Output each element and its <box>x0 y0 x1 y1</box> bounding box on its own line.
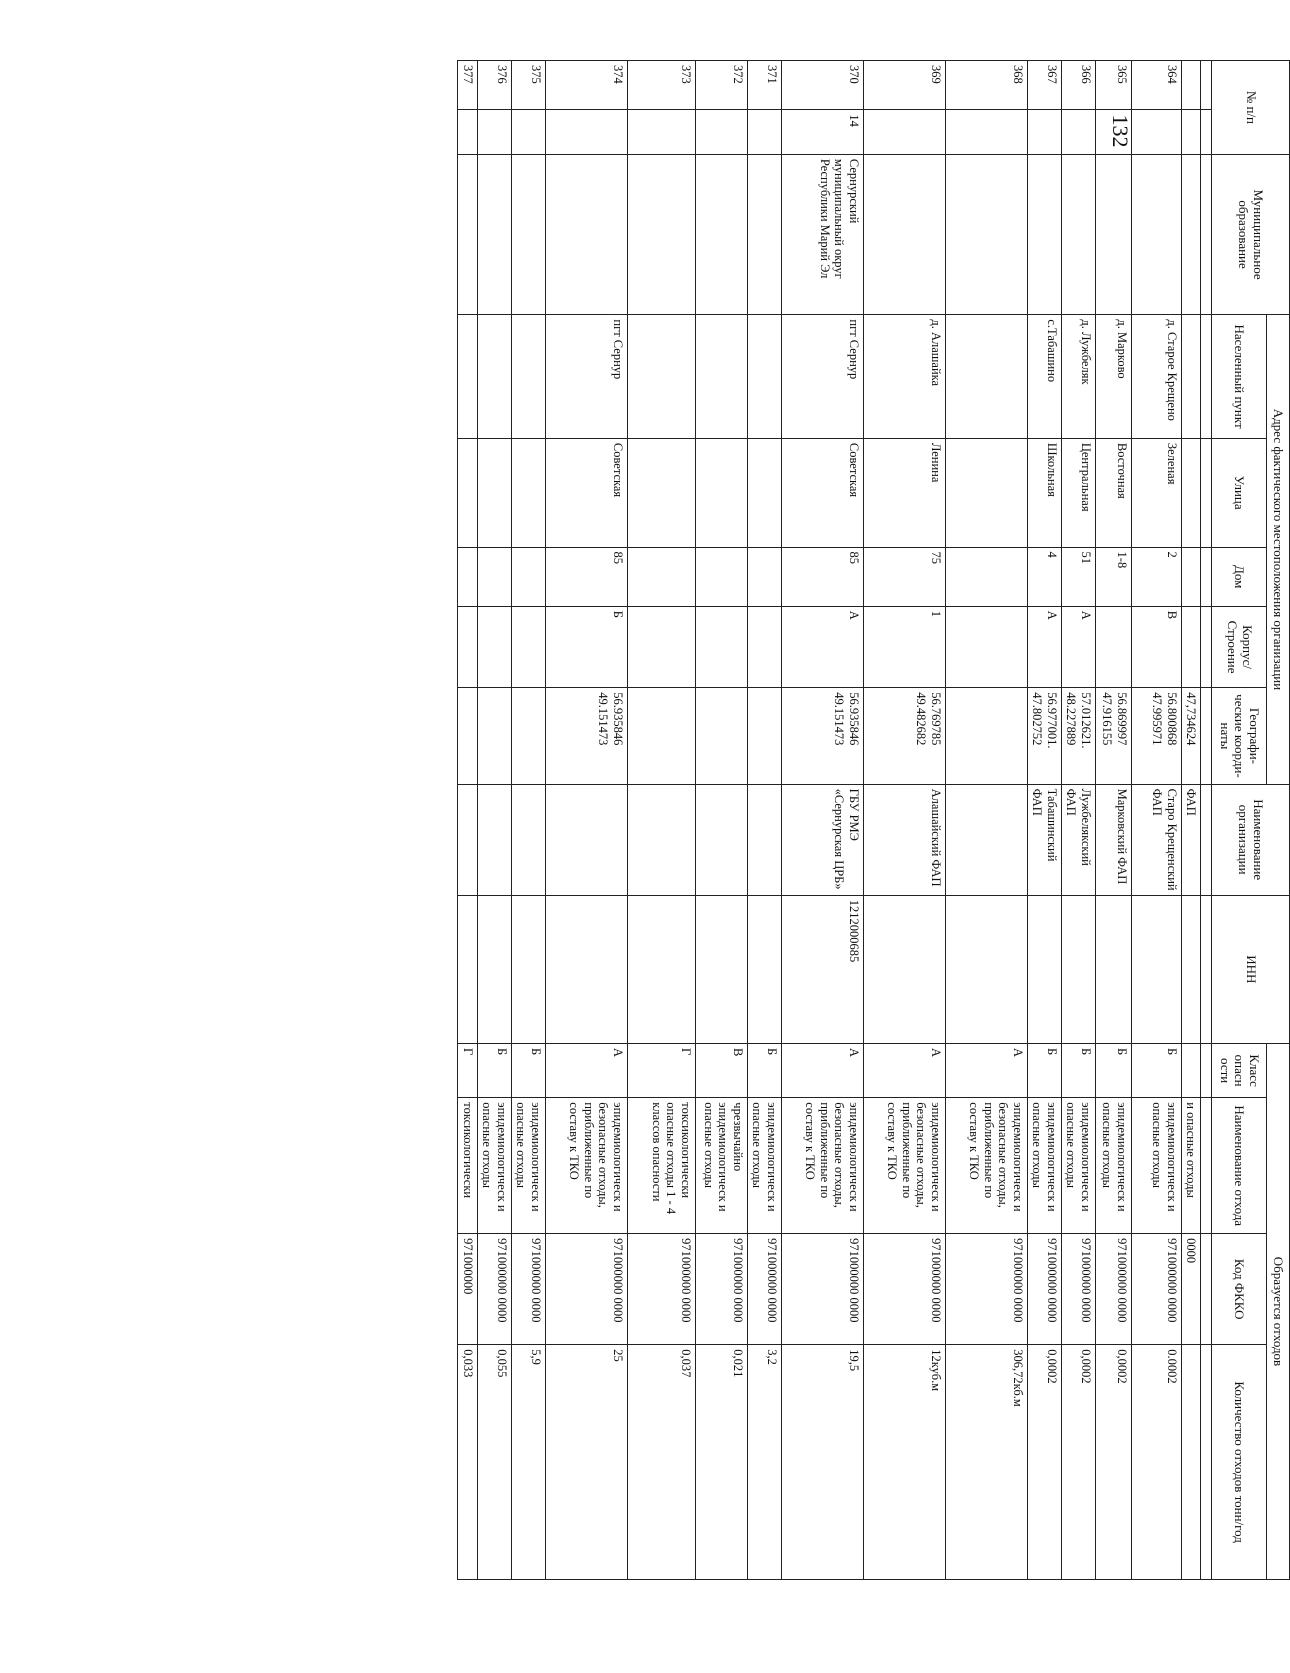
cell-hazard-class: Б <box>477 1043 511 1097</box>
header-spacer <box>1201 784 1212 895</box>
cell-num: 372 <box>695 61 747 110</box>
cell-hazard-class: Б <box>1131 1043 1181 1097</box>
cell-index <box>457 110 477 154</box>
cell-town: с.Табашино <box>1027 315 1061 438</box>
cell-hazard-class: А <box>945 1043 1027 1097</box>
header-spacer <box>1201 688 1212 784</box>
cell-fkko-code: 971000000 0000 <box>747 1234 781 1345</box>
table-row <box>747 61 781 1580</box>
cell-quantity: 0,0002 <box>1027 1345 1061 1580</box>
header-spacer <box>1201 1234 1212 1345</box>
header-address-group: Адрес фактического местоположения организации <box>1267 315 1290 784</box>
cell-num: 364 <box>1131 61 1181 110</box>
cell-organization: Лужбелякский ФАП <box>1061 784 1095 895</box>
cell-num: 373 <box>627 61 695 110</box>
cell-fkko-code: 971000000 <box>457 1234 477 1345</box>
cell-fkko-code: 971000000 0000 <box>545 1234 627 1345</box>
cell-inn <box>627 895 695 1043</box>
cell-organization <box>545 784 627 895</box>
cell-hazard-class: Г <box>627 1043 695 1097</box>
cell-num: 366 <box>1061 61 1095 110</box>
cell-geo: 56.800868 47.995971 <box>1131 688 1181 784</box>
table-row <box>545 61 627 1580</box>
cell-waste-name: чрезвычайно эпидемиологическ и опасные отходы <box>695 1098 747 1234</box>
cell-organization: ГБУ РМЭ «Сернурская ЦРБ» <box>781 784 863 895</box>
cell-house <box>695 547 747 606</box>
cell-waste-name: эпидемиологическ и безопасные отходы, приближенные по составу к ТКО <box>781 1098 863 1234</box>
cell-fkko-code: 971000000 0000 <box>781 1234 863 1345</box>
cell-municipality <box>457 154 477 315</box>
cell-street: Советская <box>781 438 863 547</box>
header-spacer <box>1201 1345 1212 1580</box>
cell-building <box>1181 606 1200 688</box>
header-quantity: Количество отходов тонн/год <box>1212 1345 1267 1580</box>
cell-fkko-code: 971000000 0000 <box>863 1234 945 1345</box>
cell-inn <box>477 895 511 1043</box>
cell-geo: 56.977001. 47.802752 <box>1027 688 1061 784</box>
table-row <box>1095 61 1131 1580</box>
cell-geo: 56.869997 47.916155 <box>1095 688 1131 784</box>
cell-geo: 57.012621. 48.227889 <box>1061 688 1095 784</box>
cell-house: 51 <box>1061 547 1095 606</box>
cell-quantity: 0.0002 <box>1131 1345 1181 1580</box>
header-spacer <box>1201 438 1212 547</box>
header-spacer <box>1201 1043 1212 1097</box>
cell-municipality <box>477 154 511 315</box>
cell-waste-name: эпидемиологическ и опасные отходы <box>1095 1098 1131 1234</box>
cell-municipality <box>1131 154 1181 315</box>
cell-municipality <box>627 154 695 315</box>
cell-street: Советская <box>545 438 627 547</box>
cell-building <box>747 606 781 688</box>
cell-town <box>477 315 511 438</box>
cell-inn <box>511 895 545 1043</box>
cell-index <box>747 110 781 154</box>
cell-num: 376 <box>477 61 511 110</box>
cell-fkko-code: 971000000 0000 <box>945 1234 1027 1345</box>
cell-num: 374 <box>545 61 627 110</box>
cell-house: 75 <box>863 547 945 606</box>
header-waste-group: Образуется отходов <box>1267 1043 1290 1579</box>
cell-waste-name: эпидемиологическ и опасные отходы <box>477 1098 511 1234</box>
cell-waste-name: эпидемиологическ и опасные отходы <box>1061 1098 1095 1234</box>
table-row <box>511 61 545 1580</box>
document-table-container <box>190 60 1290 1580</box>
header-spacer <box>1201 61 1212 110</box>
cell-house <box>457 547 477 606</box>
table-row <box>1027 61 1061 1580</box>
header-hazard-class: Класс опасн ости <box>1212 1043 1267 1097</box>
cell-building <box>477 606 511 688</box>
cell-house: 85 <box>781 547 863 606</box>
cell-house <box>945 547 1027 606</box>
cell-municipality <box>1061 154 1095 315</box>
cell-municipality <box>863 154 945 315</box>
cell-fkko-code: 971000000 0000 <box>1131 1234 1181 1345</box>
table-row <box>863 61 945 1580</box>
cell-municipality <box>1181 154 1200 315</box>
cell-waste-name: токсикологически опасные отходы 1 - 4 классов опасности <box>627 1098 695 1234</box>
cell-inn <box>545 895 627 1043</box>
cell-house <box>627 547 695 606</box>
cell-street <box>627 438 695 547</box>
cell-organization <box>747 784 781 895</box>
table-row <box>1181 61 1200 1580</box>
cell-quantity: 306,72кб.м <box>945 1345 1027 1580</box>
cell-geo: 56.769785 49.482682 <box>863 688 945 784</box>
header-organization: Наименование организации <box>1212 784 1290 895</box>
cell-municipality <box>1027 154 1061 315</box>
cell-town: пгт Сернур <box>545 315 627 438</box>
cell-quantity: 0,0002 <box>1095 1345 1131 1580</box>
cell-street: Центральная <box>1061 438 1095 547</box>
cell-organization <box>457 784 477 895</box>
cell-municipality <box>511 154 545 315</box>
cell-organization: ФАП <box>1181 784 1200 895</box>
cell-index <box>1095 110 1131 154</box>
cell-fkko-code: 971000000 0000 <box>1095 1234 1131 1345</box>
cell-inn <box>457 895 477 1043</box>
cell-town: д. Лужбеляк <box>1061 315 1095 438</box>
cell-num: 365 <box>1095 61 1131 110</box>
header-spacer <box>1201 1098 1212 1234</box>
cell-organization <box>627 784 695 895</box>
cell-inn <box>1095 895 1131 1043</box>
cell-town <box>627 315 695 438</box>
cell-inn <box>1027 895 1061 1043</box>
cell-municipality: Сернурский муниципальный округ Республики Марий Эл <box>781 154 863 315</box>
waste-registry-table <box>457 60 1290 1580</box>
cell-street: Восточная <box>1095 438 1131 547</box>
cell-building <box>1095 606 1131 688</box>
cell-organization <box>511 784 545 895</box>
table-row <box>1061 61 1095 1580</box>
cell-inn <box>945 895 1027 1043</box>
cell-municipality <box>545 154 627 315</box>
header-spacer <box>1201 895 1212 1043</box>
cell-num: 367 <box>1027 61 1061 110</box>
cell-num: 369 <box>863 61 945 110</box>
cell-house <box>747 547 781 606</box>
cell-town: д. Марково <box>1095 315 1131 438</box>
cell-hazard-class: Б <box>511 1043 545 1097</box>
cell-index <box>863 110 945 154</box>
cell-organization: Марковский ФАП <box>1095 784 1131 895</box>
cell-index <box>1061 110 1095 154</box>
header-spacer <box>1201 154 1212 315</box>
header-geo: Географи-ческие коорди-наты <box>1212 688 1267 784</box>
cell-house <box>511 547 545 606</box>
cell-inn <box>695 895 747 1043</box>
cell-fkko-code: 0000 <box>1181 1234 1200 1345</box>
cell-waste-name: и опасные отходы <box>1181 1098 1200 1234</box>
cell-street: Зеленая <box>1131 438 1181 547</box>
cell-organization: Старо Крещенский ФАП <box>1131 784 1181 895</box>
table-row <box>945 61 1027 1580</box>
header-fkko-code: Код ФККО <box>1212 1234 1267 1345</box>
cell-street <box>1181 438 1200 547</box>
cell-index <box>1131 110 1181 154</box>
header-spacer <box>1201 547 1212 606</box>
header-house: Дом <box>1212 547 1267 606</box>
cell-geo: 56.935846 49.151473 <box>545 688 627 784</box>
cell-municipality <box>695 154 747 315</box>
cell-house <box>477 547 511 606</box>
cell-town <box>747 315 781 438</box>
cell-town: д. Алашайка <box>863 315 945 438</box>
cell-fkko-code: 971000000 0000 <box>477 1234 511 1345</box>
cell-quantity: 19,5 <box>781 1345 863 1580</box>
table-body <box>457 61 1200 1580</box>
cell-house: 2 <box>1131 547 1181 606</box>
cell-quantity: 5,9 <box>511 1345 545 1580</box>
cell-town: д. Старое Крещено <box>1131 315 1181 438</box>
cell-town: пгт Сернур <box>781 315 863 438</box>
cell-organization <box>695 784 747 895</box>
cell-building: А <box>781 606 863 688</box>
cell-inn: 1212000685 <box>781 895 863 1043</box>
cell-inn <box>1131 895 1181 1043</box>
cell-building: В <box>1131 606 1181 688</box>
cell-quantity: 12куб.м <box>863 1345 945 1580</box>
cell-street <box>747 438 781 547</box>
table-row <box>781 61 863 1580</box>
cell-num <box>1181 61 1200 110</box>
cell-waste-name: эпидемиологическ и безопасные отходы, приближенные по составу к ТКО <box>545 1098 627 1234</box>
table-row <box>477 61 511 1580</box>
cell-street: Ленина <box>863 438 945 547</box>
cell-waste-name: токсикологически <box>457 1098 477 1234</box>
cell-building <box>457 606 477 688</box>
cell-geo <box>747 688 781 784</box>
cell-town <box>945 315 1027 438</box>
cell-geo <box>477 688 511 784</box>
cell-waste-name: эпидемиологическ и опасные отходы <box>1027 1098 1061 1234</box>
cell-building: А <box>1027 606 1061 688</box>
cell-geo <box>945 688 1027 784</box>
cell-building: 1 <box>863 606 945 688</box>
cell-street <box>695 438 747 547</box>
header-inn: ИНН <box>1212 895 1290 1043</box>
cell-town <box>1181 315 1200 438</box>
header-num: № п/п <box>1212 61 1290 155</box>
cell-waste-name: эпидемиологическ и безопасные отходы, приближенные по составу к ТКО <box>945 1098 1027 1234</box>
header-waste-name: Наименование отхода <box>1212 1098 1267 1234</box>
header-municipality: Муниципальное образование <box>1212 154 1290 315</box>
cell-geo: 56.935846 49.151473 <box>781 688 863 784</box>
cell-num: 368 <box>945 61 1027 110</box>
cell-municipality <box>1095 154 1131 315</box>
cell-inn <box>747 895 781 1043</box>
cell-index <box>1027 110 1061 154</box>
cell-hazard-class: Б <box>1027 1043 1061 1097</box>
cell-town <box>457 315 477 438</box>
cell-town <box>511 315 545 438</box>
cell-town <box>695 315 747 438</box>
cell-hazard-class: Г <box>457 1043 477 1097</box>
cell-num: 377 <box>457 61 477 110</box>
table-row <box>695 61 747 1580</box>
cell-fkko-code: 971000000 0000 <box>695 1234 747 1345</box>
header-spacer <box>1201 606 1212 688</box>
cell-waste-name: эпидемиологическ и опасные отходы <box>511 1098 545 1234</box>
cell-geo <box>457 688 477 784</box>
cell-municipality <box>747 154 781 315</box>
cell-organization <box>477 784 511 895</box>
cell-index: 14 <box>781 110 863 154</box>
cell-quantity <box>1181 1345 1200 1580</box>
cell-municipality <box>945 154 1027 315</box>
cell-building <box>945 606 1027 688</box>
cell-waste-name: эпидемиологическ и безопасные отходы, приближенные по составу к ТКО <box>863 1098 945 1234</box>
cell-fkko-code: 971000000 0000 <box>511 1234 545 1345</box>
cell-hazard-class: А <box>545 1043 627 1097</box>
cell-fkko-code: 971000000 0000 <box>627 1234 695 1345</box>
cell-index <box>1181 110 1200 154</box>
cell-waste-name: эпидемиологическ и опасные отходы <box>1131 1098 1181 1234</box>
cell-hazard-class: А <box>863 1043 945 1097</box>
cell-organization: Табашинский ФАП <box>1027 784 1061 895</box>
cell-building <box>695 606 747 688</box>
page-number: 132 <box>1108 114 1133 148</box>
cell-index <box>545 110 627 154</box>
cell-hazard-class: В <box>695 1043 747 1097</box>
cell-organization: Алашайский ФАП <box>863 784 945 895</box>
cell-building <box>511 606 545 688</box>
cell-fkko-code: 971000000 0000 <box>1061 1234 1095 1345</box>
cell-quantity: 0,033 <box>457 1345 477 1580</box>
header-street: Улица <box>1212 438 1267 547</box>
cell-quantity: 0,021 <box>695 1345 747 1580</box>
cell-house <box>1181 547 1200 606</box>
cell-fkko-code: 971000000 0000 <box>1027 1234 1061 1345</box>
cell-hazard-class: Б <box>1095 1043 1131 1097</box>
header-spacer <box>1201 110 1212 154</box>
cell-inn <box>1061 895 1095 1043</box>
cell-street: Школьная <box>1027 438 1061 547</box>
cell-street <box>945 438 1027 547</box>
cell-hazard-class: А <box>781 1043 863 1097</box>
cell-quantity: 0,055 <box>477 1345 511 1580</box>
cell-street <box>477 438 511 547</box>
cell-quantity: 3,2 <box>747 1345 781 1580</box>
cell-building: А <box>1061 606 1095 688</box>
cell-num: 375 <box>511 61 545 110</box>
cell-num: 371 <box>747 61 781 110</box>
cell-quantity: 0,0002 <box>1061 1345 1095 1580</box>
cell-geo: 47,734624 <box>1181 688 1200 784</box>
cell-house: 1-8 <box>1095 547 1131 606</box>
cell-waste-name: эпидемиологическ и опасные отходы <box>747 1098 781 1234</box>
cell-quantity: 0,037 <box>627 1345 695 1580</box>
cell-index <box>511 110 545 154</box>
cell-geo <box>511 688 545 784</box>
cell-hazard-class <box>1181 1043 1200 1097</box>
cell-geo <box>627 688 695 784</box>
cell-index <box>627 110 695 154</box>
cell-index <box>945 110 1027 154</box>
cell-num: 370 <box>781 61 863 110</box>
cell-index <box>695 110 747 154</box>
header-spacer <box>1201 315 1212 438</box>
cell-house: 4 <box>1027 547 1061 606</box>
cell-building <box>627 606 695 688</box>
header-town: Населенный пункт <box>1212 315 1267 438</box>
cell-hazard-class: Б <box>1061 1043 1095 1097</box>
table-header <box>1201 61 1290 1580</box>
cell-inn <box>1181 895 1200 1043</box>
cell-building: Б <box>545 606 627 688</box>
table-row <box>627 61 695 1580</box>
cell-quantity: 25 <box>545 1345 627 1580</box>
cell-house: 85 <box>545 547 627 606</box>
cell-index <box>477 110 511 154</box>
cell-street <box>457 438 477 547</box>
cell-inn <box>863 895 945 1043</box>
header-building: Корпус/ Строение <box>1212 606 1267 688</box>
cell-street <box>511 438 545 547</box>
table-row <box>457 61 477 1580</box>
cell-organization <box>945 784 1027 895</box>
cell-hazard-class: Б <box>747 1043 781 1097</box>
cell-geo <box>695 688 747 784</box>
table-row <box>1131 61 1181 1580</box>
